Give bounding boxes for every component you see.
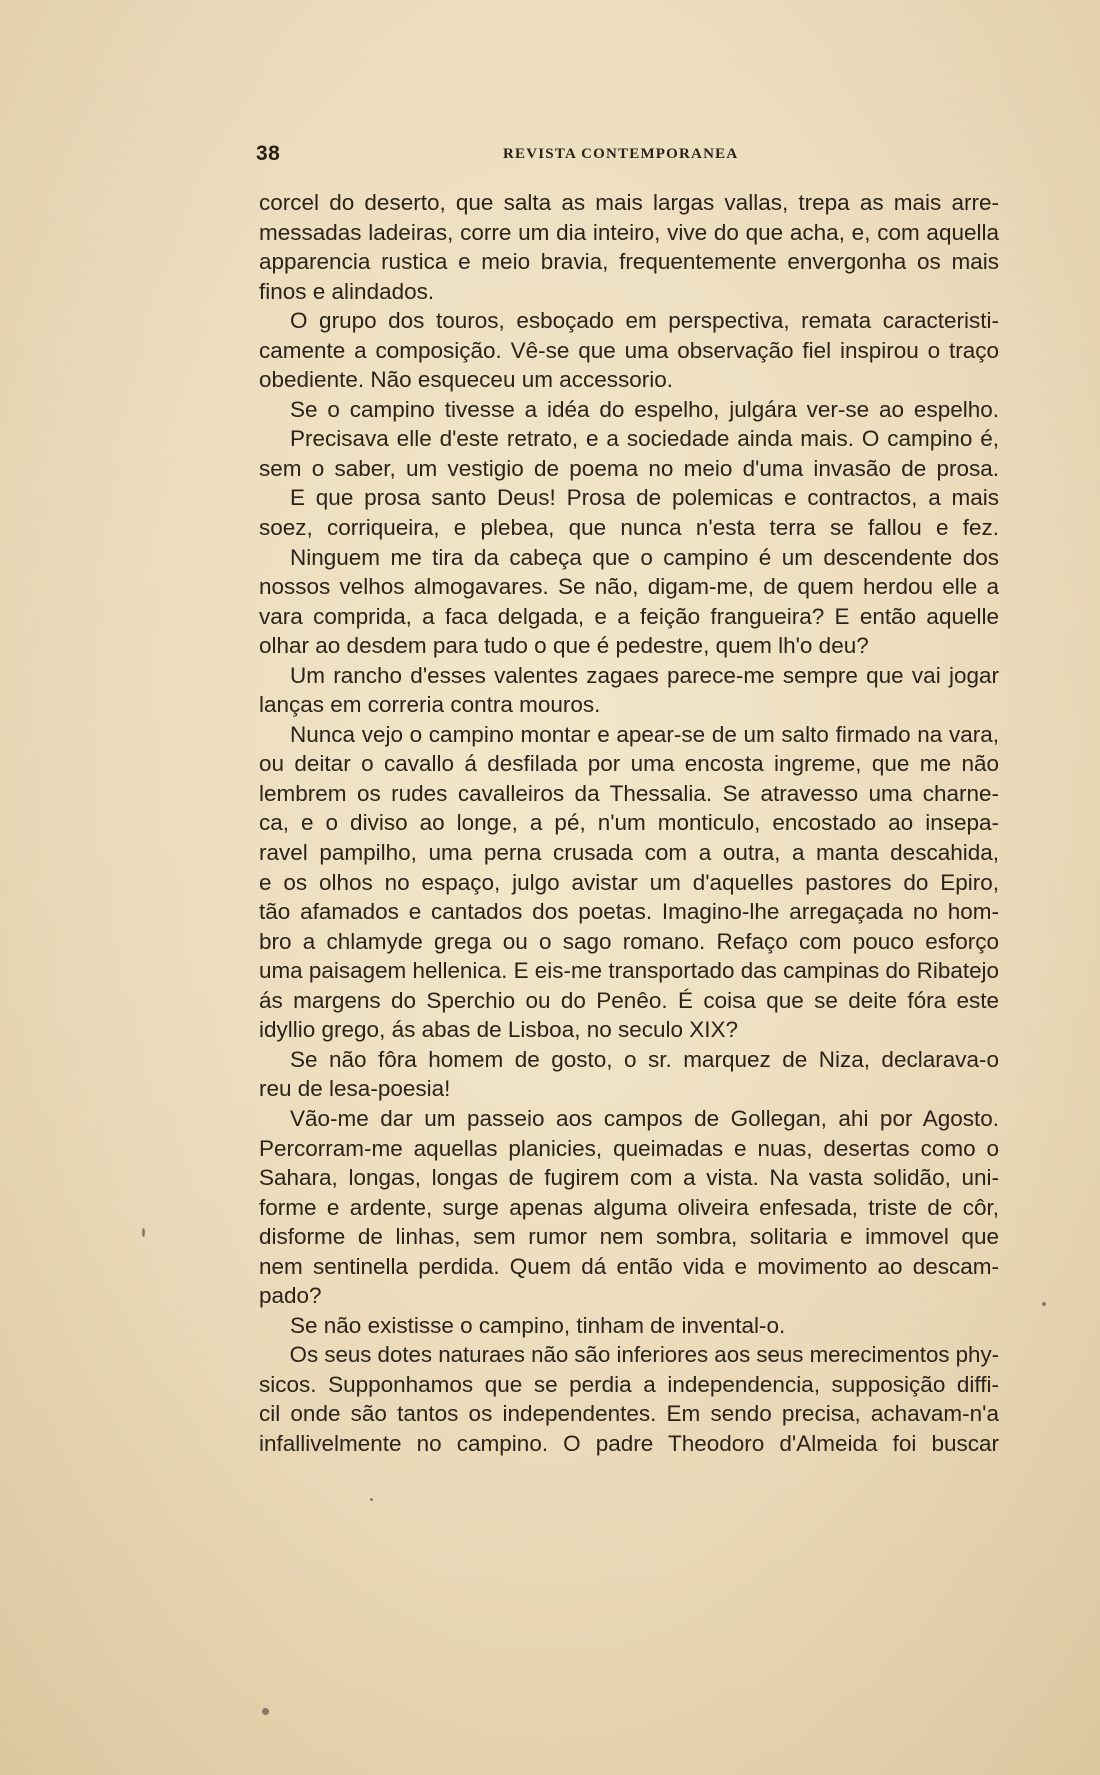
text-line: apparencia rustica e meio bravia, frequentemente envergonha os mais <box>259 249 999 275</box>
ink-speck <box>262 1708 269 1715</box>
text-line: nossos velhos almogavares. Se não, digam-me, de quem herdou elle a <box>259 574 999 600</box>
text-line: bro a chlamyde grega ou o sago romano. Refaço com pouco esforço <box>259 928 999 954</box>
text-line: obediente. Não esqueceu um accessorio. <box>259 367 674 393</box>
text-line: finos e alindados. <box>259 278 435 304</box>
text-line: idyllio grego, ás abas de Lisboa, no seculo XIX? <box>259 1017 739 1043</box>
running-title: REVISTA CONTEMPORANEA <box>503 146 739 162</box>
text-line: ás margens do Sperchio ou do Penêo. É coisa que se deite fóra este <box>259 987 999 1013</box>
body-text <box>259 188 999 1459</box>
text-line: Ninguem me tira da cabeça que o campino é um descendente dos <box>290 544 999 570</box>
text-line: vara comprida, a faca delgada, e a feição frangueira? E então aquelle <box>259 603 999 629</box>
text-line: Nunca vejo o campino montar e apear-se de um salto firmado na vara, <box>290 721 999 747</box>
text-line: Se o campino tivesse a idéa do espelho, julgára ver-se ao espelho. <box>290 396 999 422</box>
text-line: Os seus dotes naturaes não são inferiores aos seus merecimentos phy- <box>289 1342 999 1368</box>
text-line: e os olhos no espaço, julgo avistar um d'aquelles pastores do Epiro, <box>259 869 999 895</box>
page-header <box>256 142 796 166</box>
text-line: Precisava elle d'este retrato, e a sociedade ainda mais. O campino é, <box>290 426 999 452</box>
text-line: lembrem os rudes cavalleiros da Thessalia. Se atravesso uma charne- <box>259 780 999 806</box>
text-line: ou deitar o cavallo á desfilada por uma encosta ingreme, que me não <box>259 751 999 777</box>
text-line: infallivelmente no campino. O padre Theodoro d'Almeida foi buscar <box>259 1430 999 1456</box>
text-line: messadas ladeiras, corre um dia inteiro, vive do que acha, e, com aquella <box>259 219 999 245</box>
ink-speck <box>370 1498 373 1501</box>
text-line: olhar ao desdem para tudo o que é pedestre, quem lh'o deu? <box>259 633 869 659</box>
text-line: pado? <box>259 1283 322 1309</box>
text-line: tão afamados e cantados dos poetas. Imagino-lhe arregaçada no hom- <box>259 899 999 925</box>
text-line: reu de lesa-poesia! <box>259 1076 451 1102</box>
text-line: soez, corriqueira, e plebea, que nunca n'esta terra se fallou e fez. <box>259 515 999 541</box>
text-line: camente a composição. Vê-se que uma observação fiel inspirou o traço <box>259 337 999 363</box>
text-line: sem o saber, um vestigio de poema no meio d'uma invasão de prosa. <box>259 455 999 481</box>
ink-speck <box>142 1228 145 1237</box>
text-line: E que prosa santo Deus! Prosa de polemicas e contractos, a mais <box>290 485 999 511</box>
text-line: corcel do deserto, que salta as mais largas vallas, trepa as mais arre- <box>259 190 999 215</box>
text-line: uma paisagem hellenica. E eis-me transportado das campinas do Ribatejo <box>259 958 1000 984</box>
text-line: nem sentinella perdida. Quem dá então vida e movimento ao descam- <box>259 1253 999 1279</box>
text-line: forme e ardente, surge apenas alguma oliveira enfesada, triste de côr, <box>259 1194 999 1220</box>
text-line: Vão-me dar um passeio aos campos de Gollegan, ahi por Agosto. <box>290 1105 999 1131</box>
text-line: Percorram-me aquellas planicies, queimadas e nuas, desertas como o <box>259 1135 999 1161</box>
text-line: ravel pampilho, uma perna crusada com a outra, a manta descahida, <box>259 840 999 866</box>
text-line: disforme de linhas, sem rumor nem sombra, solitaria e immovel que <box>259 1224 999 1250</box>
text-line: ca, e o diviso ao longe, a pé, n'um monticulo, encostado ao insepa- <box>259 810 999 836</box>
page-number: 38 <box>256 142 281 165</box>
text-line: O grupo dos touros, esboçado em perspectiva, remata caracteristi- <box>290 308 999 334</box>
ink-speck <box>1042 1302 1046 1306</box>
text-line: Um rancho d'esses valentes zagaes parece-me sempre que vai jogar <box>290 662 999 688</box>
text-line: cil onde são tantos os independentes. Em sendo precisa, achavam-n'a <box>259 1401 999 1427</box>
text-line: Sahara, longas, longas de fugirem com a vista. Na vasta solidão, uni- <box>259 1165 999 1191</box>
text-line: sicos. Supponhamos que se perdia a independencia, supposição diffi- <box>259 1371 999 1397</box>
text-line: lanças em correria contra mouros. <box>259 692 601 718</box>
text-line: Se não fôra homem de gosto, o sr. marquez de Niza, declarava-o <box>290 1046 999 1072</box>
text-line: Se não existisse o campino, tinham de invental-o. <box>290 1312 786 1338</box>
